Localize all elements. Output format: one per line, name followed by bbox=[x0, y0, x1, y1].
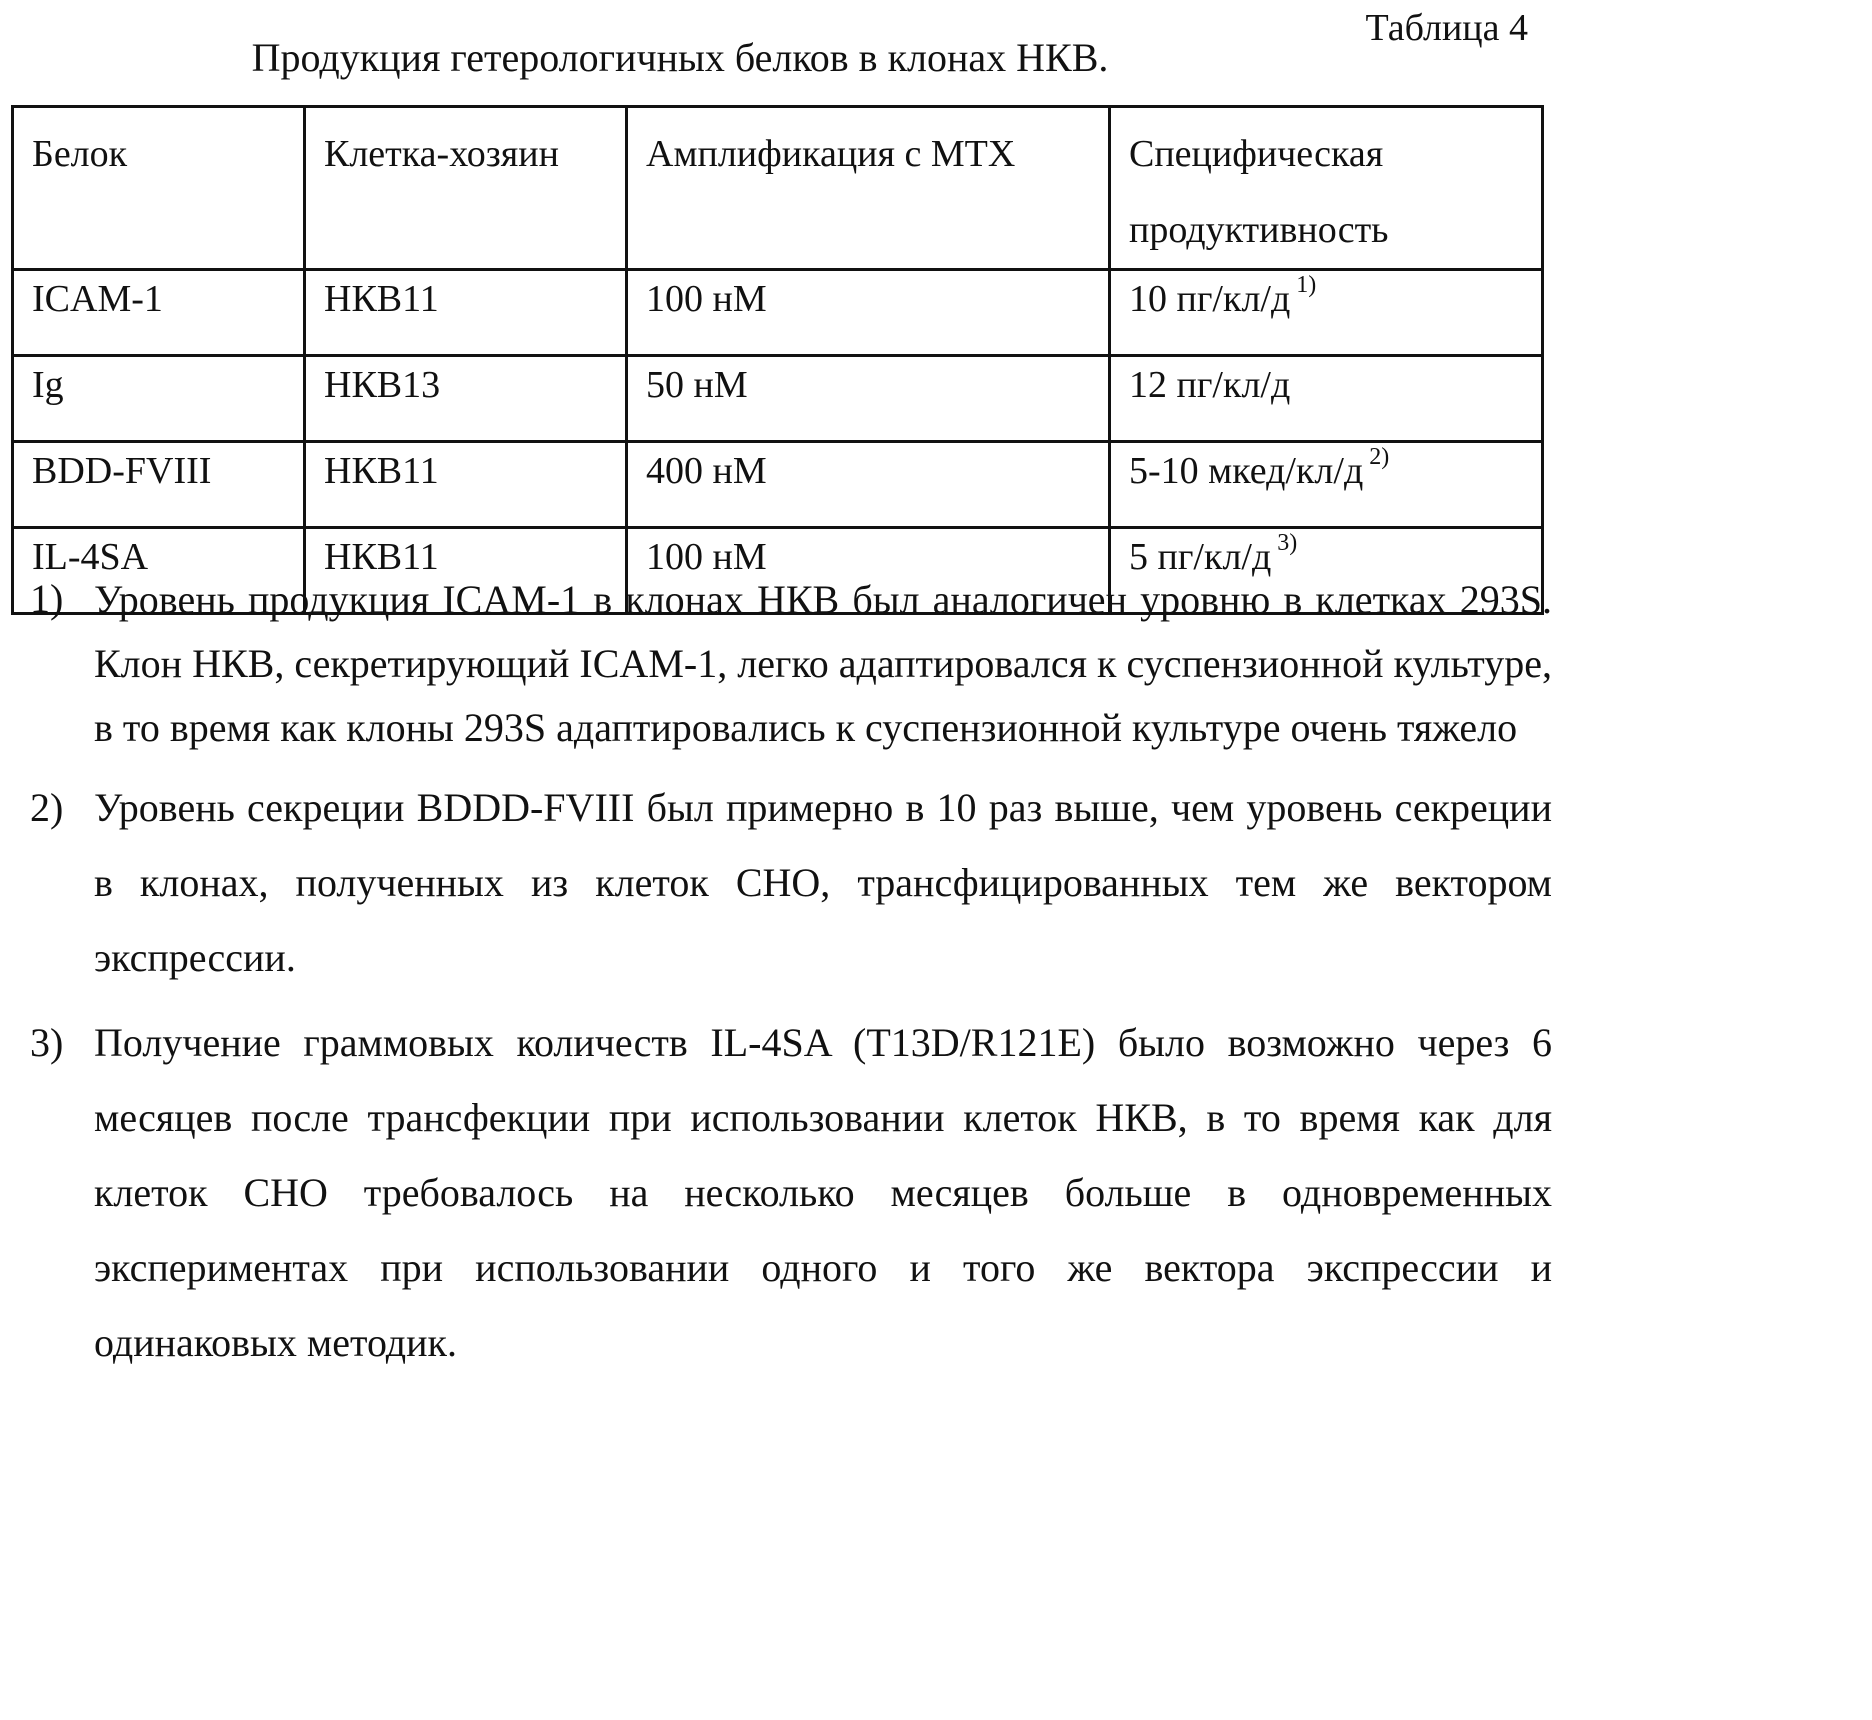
cell-productivity bbox=[1110, 356, 1543, 442]
cell-host: НКВ11 bbox=[305, 270, 627, 356]
table-row bbox=[13, 270, 1543, 356]
footnote-ref: 3) bbox=[1277, 530, 1297, 556]
cell-productivity bbox=[1110, 270, 1543, 356]
productivity-value: 12 пг/кл/д bbox=[1129, 364, 1290, 406]
cell-protein: Ig bbox=[13, 356, 305, 442]
footnote-ref: 2) bbox=[1369, 444, 1389, 470]
production-table bbox=[11, 105, 1544, 615]
header-productivity: Специфическая продуктивность bbox=[1110, 107, 1543, 270]
header-protein: Белок bbox=[13, 107, 305, 270]
cell-protein: ICAM-1 bbox=[13, 270, 305, 356]
footnote bbox=[30, 568, 1552, 760]
footnotes-list bbox=[30, 568, 1552, 1380]
cell-amplification: 100 нМ bbox=[627, 270, 1110, 356]
cell-protein: IL-4SA bbox=[13, 528, 305, 614]
table-header-row bbox=[13, 107, 1543, 270]
cell-productivity bbox=[1110, 442, 1543, 528]
footnote-text: Уровень продукция ICAM-1 в клонах НКВ был аналогичен уровню в клетках 293S. Клон НКВ, секретирующий ICAM-1, легко адаптировался к суспензионной культуре, в то время как клоны 293S адаптировались к суспензионной культуре очень тяжело bbox=[94, 568, 1552, 760]
cell-amplification: 50 нМ bbox=[627, 356, 1110, 442]
productivity-value: 5 пг/кл/д bbox=[1129, 536, 1271, 578]
footnote-marker: 3) bbox=[30, 1005, 94, 1080]
productivity-value: 5-10 мкед/кл/д bbox=[1129, 450, 1363, 492]
footnote-ref: 1) bbox=[1296, 272, 1316, 298]
footnote-marker: 1) bbox=[30, 568, 94, 630]
table-title: Продукция гетерологичных белков в клонах НКВ. bbox=[0, 36, 1360, 80]
cell-amplification: 400 нМ bbox=[627, 442, 1110, 528]
footnote-marker: 2) bbox=[30, 770, 94, 845]
table-row bbox=[13, 356, 1543, 442]
header-host-cell: Клетка-хозяин bbox=[305, 107, 627, 270]
cell-host: НКВ11 bbox=[305, 528, 627, 614]
table-number: Таблица 4 bbox=[1365, 8, 1528, 50]
footnote-text: Получение граммовых количеств IL-4SA (T13D/R121E) было возможно через 6 месяцев после трансфекции при использовании клеток НКВ, в то время как для клеток СНО требовалось на несколько месяцев больше в одновременных экспериментах при использовании одного и того же вектора экспрессии и одинаковых методик. bbox=[94, 1005, 1552, 1380]
footnote-text: Уровень секреции BDDD-FVIII был примерно в 10 раз выше, чем уровень секреции в клонах, полученных из клеток СНО, трансфицированных тем же вектором экспрессии. bbox=[94, 770, 1552, 995]
footnote bbox=[30, 1005, 1552, 1380]
cell-host: НКВ13 bbox=[305, 356, 627, 442]
cell-host: НКВ11 bbox=[305, 442, 627, 528]
cell-amplification: 100 нМ bbox=[627, 528, 1110, 614]
header-amplification: Амплификация с МТХ bbox=[627, 107, 1110, 270]
footnote bbox=[30, 770, 1552, 995]
cell-protein: BDD-FVIII bbox=[13, 442, 305, 528]
productivity-value: 10 пг/кл/д bbox=[1129, 278, 1290, 320]
table-row bbox=[13, 442, 1543, 528]
